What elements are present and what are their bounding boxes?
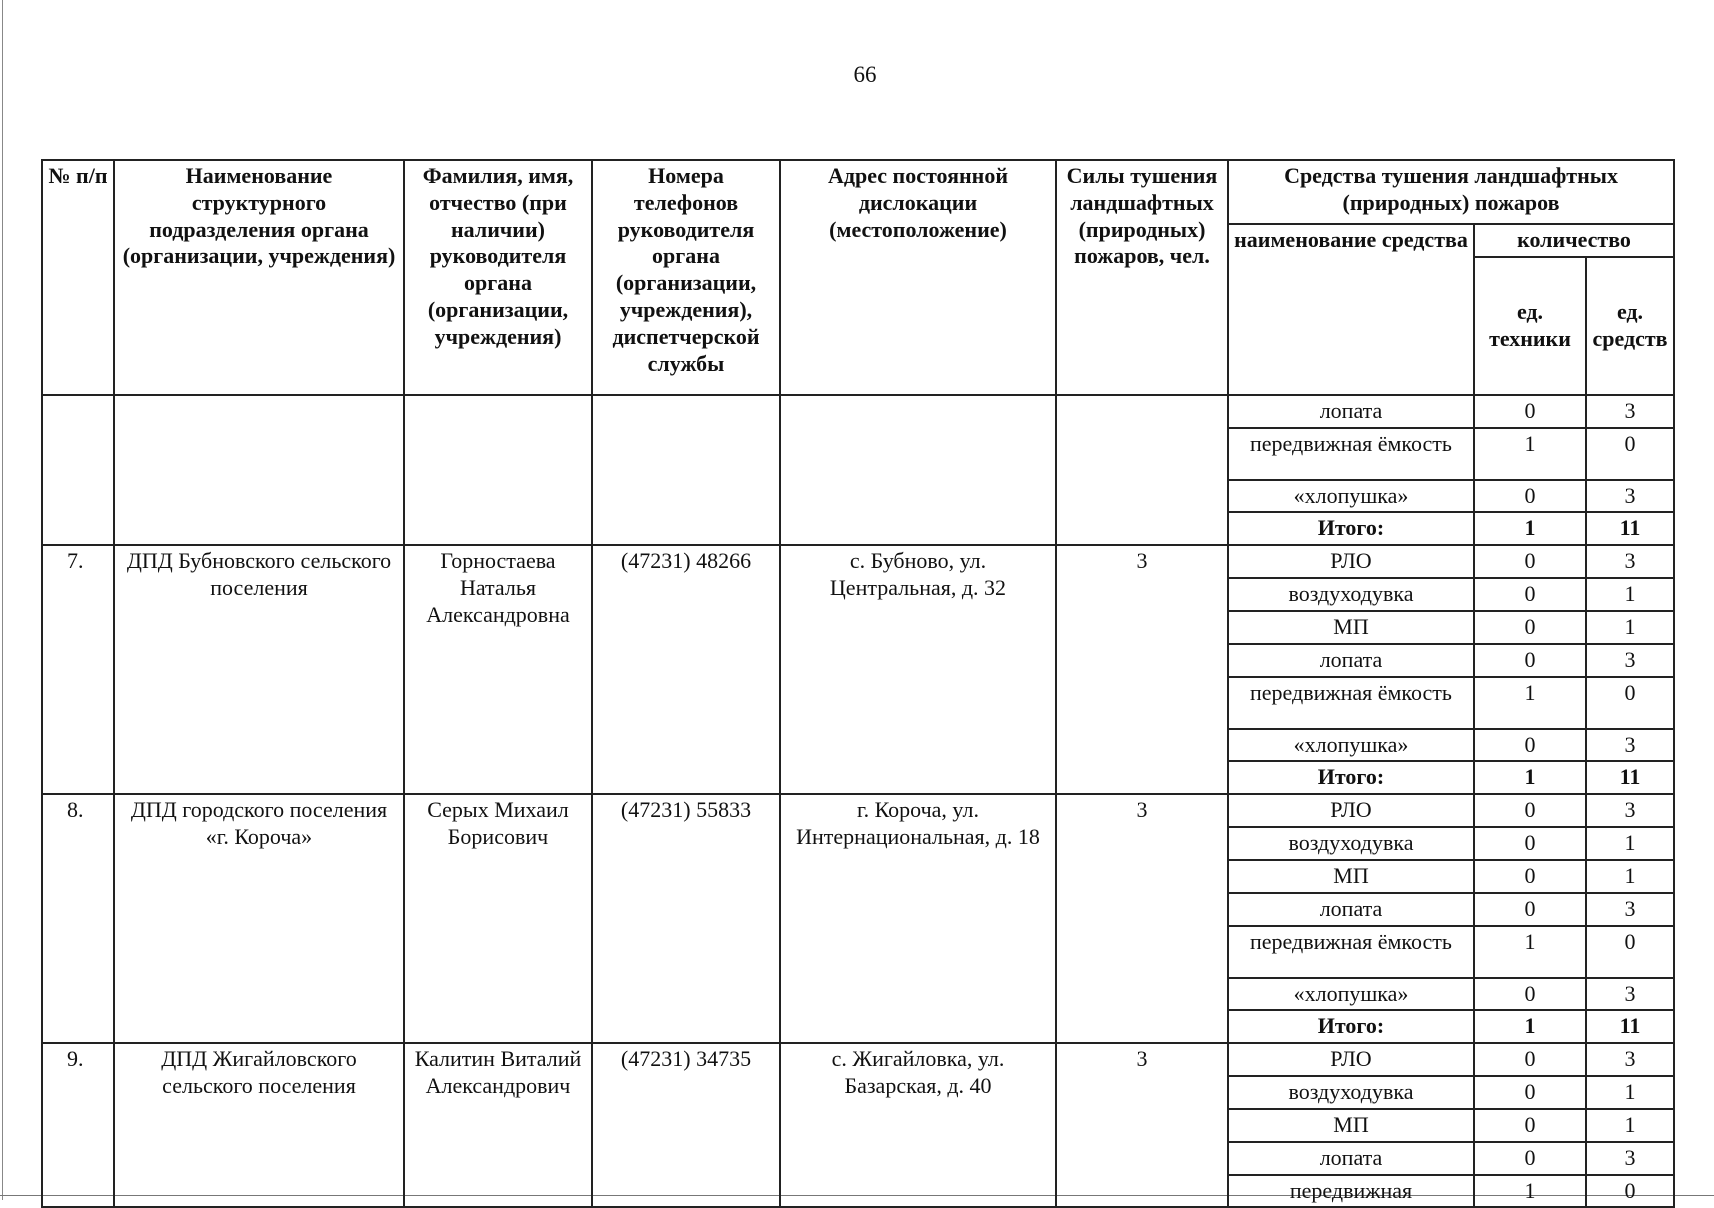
means-name: МП [1228, 611, 1474, 644]
means-name: передвижная ёмкость [1228, 428, 1474, 480]
head-name: Калитин Виталий Александрович [404, 1043, 592, 1207]
means-tech-count: 0 [1474, 578, 1586, 611]
means-units-count: 1 [1586, 827, 1674, 860]
means-tech-count: 0 [1474, 1142, 1586, 1175]
means-units-count: 3 [1586, 1043, 1674, 1076]
table-row [42, 395, 1674, 428]
means-tech-count: 0 [1474, 1109, 1586, 1142]
means-name: лопата [1228, 644, 1474, 677]
means-name: РЛО [1228, 794, 1474, 827]
continuation-num [42, 395, 114, 545]
head-name: Горностаева Наталья Александровна [404, 545, 592, 794]
header-num: № п/п [42, 160, 114, 395]
means-units-count: 0 [1586, 1175, 1674, 1208]
total-label: Итого: [1228, 512, 1474, 545]
total-label: Итого: [1228, 1010, 1474, 1043]
means-tech-count: 0 [1474, 611, 1586, 644]
means-name: РЛО [1228, 545, 1474, 578]
continuation-head [404, 395, 592, 545]
means-units-count: 3 [1586, 545, 1674, 578]
continuation-phone [592, 395, 780, 545]
means-tech-count: 0 [1474, 893, 1586, 926]
means-tech-count: 0 [1474, 1076, 1586, 1109]
address: г. Короча, ул. Интернациональная, д. 18 [780, 794, 1056, 1043]
means-tech-count: 0 [1474, 644, 1586, 677]
fire-means-table [41, 159, 1675, 1208]
subdivision-name: ДПД Жигайловского сельского поселения [114, 1043, 404, 1207]
means-name: МП [1228, 1109, 1474, 1142]
means-name: «хлопушка» [1228, 729, 1474, 762]
forces-count: 3 [1056, 794, 1228, 1043]
means-units-count: 3 [1586, 644, 1674, 677]
header-means-units: ед. средств [1586, 257, 1674, 395]
means-tech-count: 0 [1474, 395, 1586, 428]
means-name: передвижная ёмкость [1228, 926, 1474, 978]
means-tech-count: 0 [1474, 480, 1586, 513]
means-units-count: 0 [1586, 677, 1674, 729]
means-tech-count: 1 [1474, 677, 1586, 729]
total-tech: 1 [1474, 761, 1586, 794]
table-row [42, 545, 1674, 578]
row-number: 8. [42, 794, 114, 1043]
means-name: МП [1228, 860, 1474, 893]
means-name: воздуходувка [1228, 827, 1474, 860]
subdivision-name: ДПД городского поселения «г. Короча» [114, 794, 404, 1043]
header-tech-units: ед. техники [1474, 257, 1586, 395]
means-tech-count: 0 [1474, 545, 1586, 578]
means-name: передвижная [1228, 1175, 1474, 1208]
total-tech: 1 [1474, 1010, 1586, 1043]
continuation-address [780, 395, 1056, 545]
header-phones: Номера телефонов руководителя органа (организации, учреждения), диспетчерской службы [592, 160, 780, 395]
row-number: 9. [42, 1043, 114, 1207]
header-head: Фамилия, имя, отчество (при наличии) руководителя органа (организации, учреждения) [404, 160, 592, 395]
means-name: лопата [1228, 893, 1474, 926]
row-number: 7. [42, 545, 114, 794]
continuation-name [114, 395, 404, 545]
means-units-count: 1 [1586, 1076, 1674, 1109]
means-units-count: 3 [1586, 480, 1674, 513]
means-name: «хлопушка» [1228, 978, 1474, 1011]
header-address: Адрес постоянной дислокации (местоположение) [780, 160, 1056, 395]
phone-number: (47231) 34735 [592, 1043, 780, 1207]
means-units-count: 1 [1586, 860, 1674, 893]
means-units-count: 3 [1586, 794, 1674, 827]
scan-edge-line [2, 0, 3, 1200]
head-name: Серых Михаил Борисович [404, 794, 592, 1043]
means-name: воздуходувка [1228, 578, 1474, 611]
means-tech-count: 1 [1474, 1175, 1586, 1208]
header-means: Средства тушения ландшафтных (природных) пожаров [1228, 160, 1674, 224]
means-tech-count: 0 [1474, 827, 1586, 860]
header-means-name: наименование средства [1228, 224, 1474, 395]
means-tech-count: 1 [1474, 428, 1586, 480]
subdivision-name: ДПД Бубновского сельского поселения [114, 545, 404, 794]
means-tech-count: 0 [1474, 978, 1586, 1011]
total-units: 11 [1586, 761, 1674, 794]
means-tech-count: 0 [1474, 860, 1586, 893]
total-label: Итого: [1228, 761, 1474, 794]
total-tech: 1 [1474, 512, 1586, 545]
header-quantity: количество [1474, 224, 1674, 257]
table-header [42, 160, 1674, 395]
means-tech-count: 1 [1474, 926, 1586, 978]
total-units: 11 [1586, 1010, 1674, 1043]
means-tech-count: 0 [1474, 794, 1586, 827]
means-name: передвижная ёмкость [1228, 677, 1474, 729]
means-units-count: 3 [1586, 395, 1674, 428]
means-tech-count: 0 [1474, 729, 1586, 762]
forces-count: 3 [1056, 545, 1228, 794]
means-units-count: 1 [1586, 1109, 1674, 1142]
header-subdivision: Наименование структурного подразделения органа (организации, учреждения) [114, 160, 404, 395]
means-units-count: 3 [1586, 978, 1674, 1011]
means-units-count: 1 [1586, 578, 1674, 611]
header-forces: Силы тушения ландшафтных (природных) пожаров, чел. [1056, 160, 1228, 395]
phone-number: (47231) 55833 [592, 794, 780, 1043]
means-name: лопата [1228, 395, 1474, 428]
table-row [42, 1043, 1674, 1076]
table-body [42, 395, 1674, 1208]
means-name: лопата [1228, 1142, 1474, 1175]
means-name: воздуходувка [1228, 1076, 1474, 1109]
phone-number: (47231) 48266 [592, 545, 780, 794]
means-units-count: 0 [1586, 428, 1674, 480]
forces-count: 3 [1056, 1043, 1228, 1207]
means-units-count: 0 [1586, 926, 1674, 978]
continuation-forces [1056, 395, 1228, 545]
means-units-count: 3 [1586, 1142, 1674, 1175]
address: с. Бубново, ул. Центральная, д. 32 [780, 545, 1056, 794]
means-tech-count: 0 [1474, 1043, 1586, 1076]
address: с. Жигайловка, ул. Базарская, д. 40 [780, 1043, 1056, 1207]
table-row [42, 794, 1674, 827]
means-units-count: 3 [1586, 893, 1674, 926]
total-units: 11 [1586, 512, 1674, 545]
means-units-count: 3 [1586, 729, 1674, 762]
page-number: 66 [853, 62, 877, 87]
means-units-count: 1 [1586, 611, 1674, 644]
means-name: РЛО [1228, 1043, 1474, 1076]
means-name: «хлопушка» [1228, 480, 1474, 513]
